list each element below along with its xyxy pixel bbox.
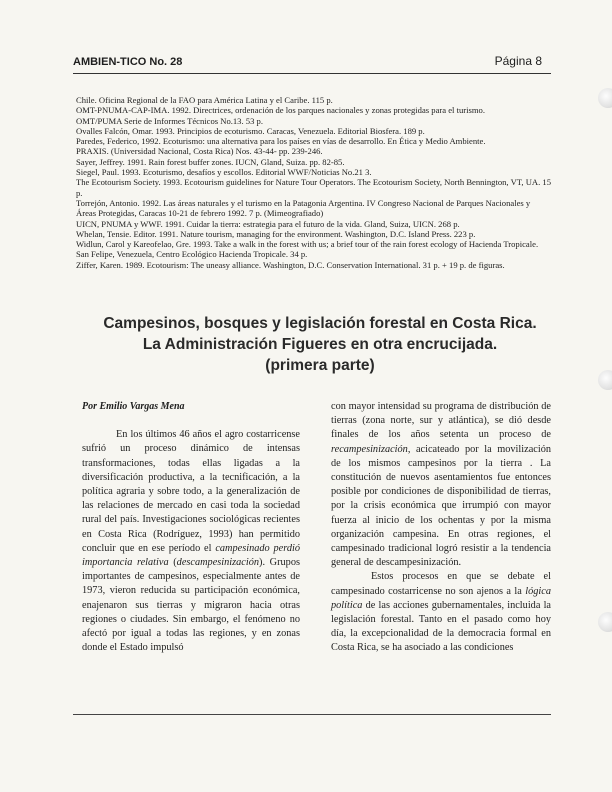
text-run: con mayor intensidad su programa de distribución de tierras (zona norte, sur y atlántica), se dió desde finales de los años setenta un proceso de <box>331 401 551 441</box>
reference-item: OMT/PUMA Serie de Informes Técnicos No.13. 53 p. <box>76 115 263 126</box>
reference-item: Ziffer, Karen. 1989. Ecotourism: The uneasy alliance. Washington, D.C. Conservation International. 31 p. + 19 p. de figuras. <box>76 259 505 270</box>
reference-item: Siegel, Paul. 1993. Ecoturismo, desafíos y escollos. Editorial WWF/Noticias No.21 3. <box>76 167 372 178</box>
reference-item: UICN, PNUMA y WWF. 1991. Cuidar la tierra: estrategia para el futuro de la vida. Gland, Suiza, UICN. 268 p. <box>76 218 460 229</box>
article-column-right <box>331 400 551 656</box>
emphasis-text: recampesinización <box>331 443 408 455</box>
reference-item: OMT-PNUMA-CAP-IMA. 1992. Directrices, ordenación de los parques nacionales y zonas protegidas para el turismo. <box>76 105 485 116</box>
article-byline: Por Emilio Vargas Mena <box>82 401 185 412</box>
reference-item: Ovalles Falcón, Omar. 1993. Principios de ecoturismo. Caracas, Venezuela. Editorial Biosfera. 189 p. <box>76 125 425 136</box>
reference-item: Torrejón, Antonio. 1992. Las áreas naturales y el turismo en la Patagonia Argentina. IV Congreso Nacional de Parques Nacionales y Áreas Protegidas, Caracas 10-21 de febrero 1992. 7 p. (Mimeografiado) <box>76 197 531 219</box>
article-paragraph <box>331 400 551 570</box>
emphasis-text: descampesinización <box>176 557 260 569</box>
article-paragraph <box>331 570 551 655</box>
article-subtitle: (primera parte) <box>265 357 375 374</box>
reference-item: Paredes, Federico, 1992. Ecoturismo: una alternativa para los países en vías de desarrollo. En Ética y Medio Ambiente. <box>76 136 486 147</box>
reference-item: Chile. Oficina Regional de la FAO para América Latina y el Caribe. 115 p. <box>76 95 333 105</box>
reference-item: The Ecotourism Society. 1993. Ecotourism guidelines for Nature Tour Operators. The Ecotourism Society, North Bennington, VT, UA. 15 p. <box>76 177 551 198</box>
footer-divider <box>73 714 551 715</box>
punch-hole <box>598 370 612 390</box>
reference-item: Sayer, Jeffrey. 1991. Rain forest buffer zones. IUCN, Gland, Suiza. pp. 82-85. <box>76 156 345 167</box>
emphasis-text: lógica política <box>331 585 551 611</box>
punch-hole <box>598 612 612 632</box>
punch-hole <box>598 88 612 108</box>
page-number: Página 8 <box>494 54 542 68</box>
reference-list <box>76 95 552 270</box>
reference-item: Widlun, Carol y Kareofelao, Gre. 1993. Take a walk in the forest with us; a brief tour of the rain forest ecology of Hacienda Tropicale. San Felipe, Venezuela, Centro Ecológico Hacienda Tropicale. 34 p. <box>76 239 539 260</box>
text-run: ( <box>168 557 177 569</box>
text-run: de las acciones gubernamentales, incluida la legislación forestal. Tanto en el pasado como hoy día, la excepcionalidad de la democracia formal en Costa Rica, se ha asociado a las condiciones <box>331 599 551 654</box>
text-run: En los últimos 46 años el agro costarricense sufrió un proceso dinámico de intensas transformaciones, todas ellas ligadas a la diversificación productiva, a la tecnificación, a la política agraria y sobre todo, a la generalización de las relaciones de mercado en casi toda la sociedad rural del país. Investigaciones sociológicas recientes en Costa Rica (Rodríguez, 1993) han permitido concluir que en ese período el <box>82 429 300 554</box>
article-title-line-1: Campesinos, bosques y legislación forestal en Costa Rica. <box>103 315 537 332</box>
reference-item: PRAXIS. (Universidad Nacional, Costa Rica) Nos. 43-44- pp. 239-246. <box>76 146 323 157</box>
article-paragraph <box>82 428 300 655</box>
emphasis-text: campesinado perdió importancia relativa <box>82 542 300 569</box>
header-divider <box>73 73 551 74</box>
text-run: , acicateado por la movilización de los mismos campesinos por la tierra . La constitución de nuevos asentamientos fue entonces posible por condiciones de disponibilidad de tierras, por la crisis económica que irrumpió con mayor fuerza al inicio de los ochentas y por la misma organización campesina. En otras regiones, el campesinado tradicional logró resistir a la tendencia general de descampesinización. <box>331 443 551 569</box>
article-title <box>80 313 560 376</box>
article-title-line-2: La Administración Figueres en otra encrucijada. <box>142 336 498 353</box>
text-run: ). Grupos importantes de campesinos, especialmente antes de 1973, vieron reducida su participación económica, enajenaron sus tierras y migraron hacia otras regiones o ciudades. Sin embargo, el fenómeno no afectó por igual a todas las regiones, y en zonas donde el Estado impulsó <box>82 557 300 654</box>
reference-item: Whelan, Tensie. Editor. 1991. Nature tourism, managing for the environment. Washington, D.C. Island Press. 223 p. <box>76 228 476 239</box>
text-run: Estos procesos en que se debate el campesinado costarricense no son ajenos a la <box>331 571 551 597</box>
publication-name: AMBIEN-TICO No. 28 <box>73 56 183 68</box>
article-column-left <box>82 400 300 655</box>
